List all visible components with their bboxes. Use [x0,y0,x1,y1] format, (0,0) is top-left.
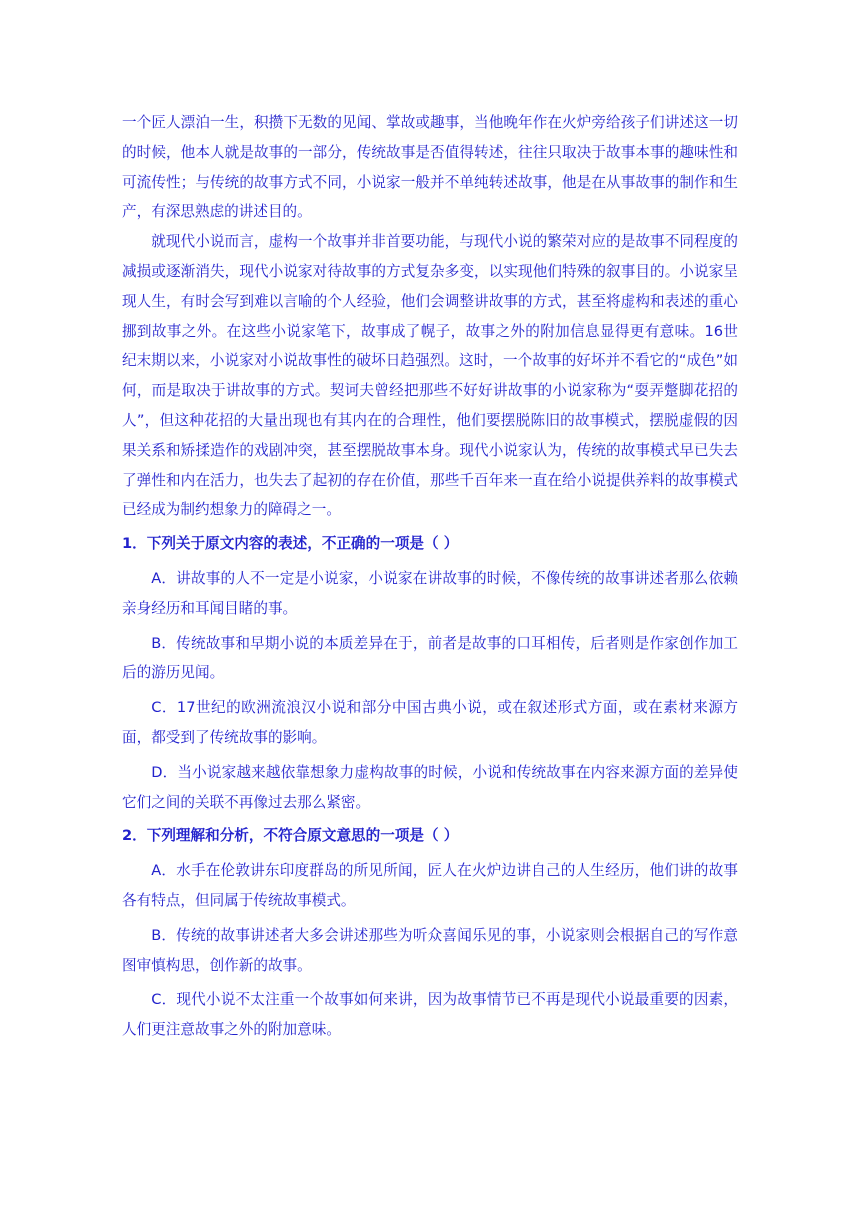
question-1-option-b: B．传统故事和早期小说的本质差异在于，前者是故事的口耳相传，后者则是作家创作加工后的游历见闻。 [122,634,738,682]
question-1-option-c: C．17世纪的欧洲流浪汉小说和部分中国古典小说，或在叙述形式方面，或在素材来源方面，都受到了传统故事的影响。 [122,699,738,746]
question-2-option-c: C．现代小说不太注重一个故事如何来讲，因为故事情节已不再是现代小说最重要的因素，人们更注意故事之外的附加意味。 [122,991,738,1039]
question-1-option-a: A．讲故事的人不一定是小说家，小说家在讲故事的时候，不像传统的故事讲述者那么依赖亲身经历和耳闻目睹的事。 [122,569,738,617]
question-2-option-a: A．水手在伦敦讲东印度群岛的所见所闻，匠人在火炉边讲自己的人生经历，他们讲的故事各有特点，但同属于传统故事模式。 [122,862,738,909]
question-2 [122,821,738,1045]
passage-paragraph-2: 就现代小说而言，虚构一个故事并非首要功能，与现代小说的繁荣对应的是故事不同程度的减损或逐渐消失，现代小说家对待故事的方式复杂多变，以实现他们特殊的叙事目的。小说家呈现人生，有时会写到难以言喻的个人经验，他们会调整讲故事的方式，甚至将虚构和表述的重心挪到故事之外。在这些小说家笔下，故事成了幌子，故事之外的附加信息显得更有意味。16世纪末期以来，小说家对小说故事性的破坏日趋强烈。这时，一个故事的好坏并不看它的“成色”如何，而是取决于讲故事的方式。契诃夫曾经把那些不好好讲故事的小说家称为“耍弄蹩脚花招的人”，但这种花招的大量出现也有其内在的合理性，他们要摆脱陈旧的故事模式，摆脱虚假的因果关系和矫揉造作的戏剧冲突，甚至摆脱故事本身。现代小说家认为，传统的故事模式早已失去了弹性和内在活力，也失去了起初的存在价值，那些千百年来一直在给小说提供养料的故事模式已经成为制约想象力的障碍之一。 [122,233,738,519]
document-content [122,108,738,1045]
question-1-stem: 1．下列关于原文内容的表述，不正确的一项是（ ） [122,535,459,553]
passage-paragraph-1: 一个匠人漂泊一生，积攒下无数的见闻、掌故或趣事，当他晚年作在火炉旁给孩子们讲述这一切的时候，他本人就是故事的一部分，传统故事是否值得转述，往往只取决于故事本事的趣味性和可流传性；与传统的故事方式不同，小说家一般并不单纯转述故事，他是在从事故事的制作和生产，有深思熟虑的讲述目的。 [122,114,738,221]
question-1 [122,529,738,817]
question-1-option-d: D．当小说家越来越依靠想象力虚构故事的时候，小说和传统故事在内容来源方面的差异使它们之间的关联不再像过去那么紧密。 [122,763,738,811]
question-2-option-b: B．传统的故事讲述者大多会讲述那些为听众喜闻乐见的事，小说家则会根据自己的写作意图审慎构思，创作新的故事。 [122,926,738,974]
question-2-stem: 2．下列理解和分析，不符合原文意思的一项是（ ） [122,827,459,845]
